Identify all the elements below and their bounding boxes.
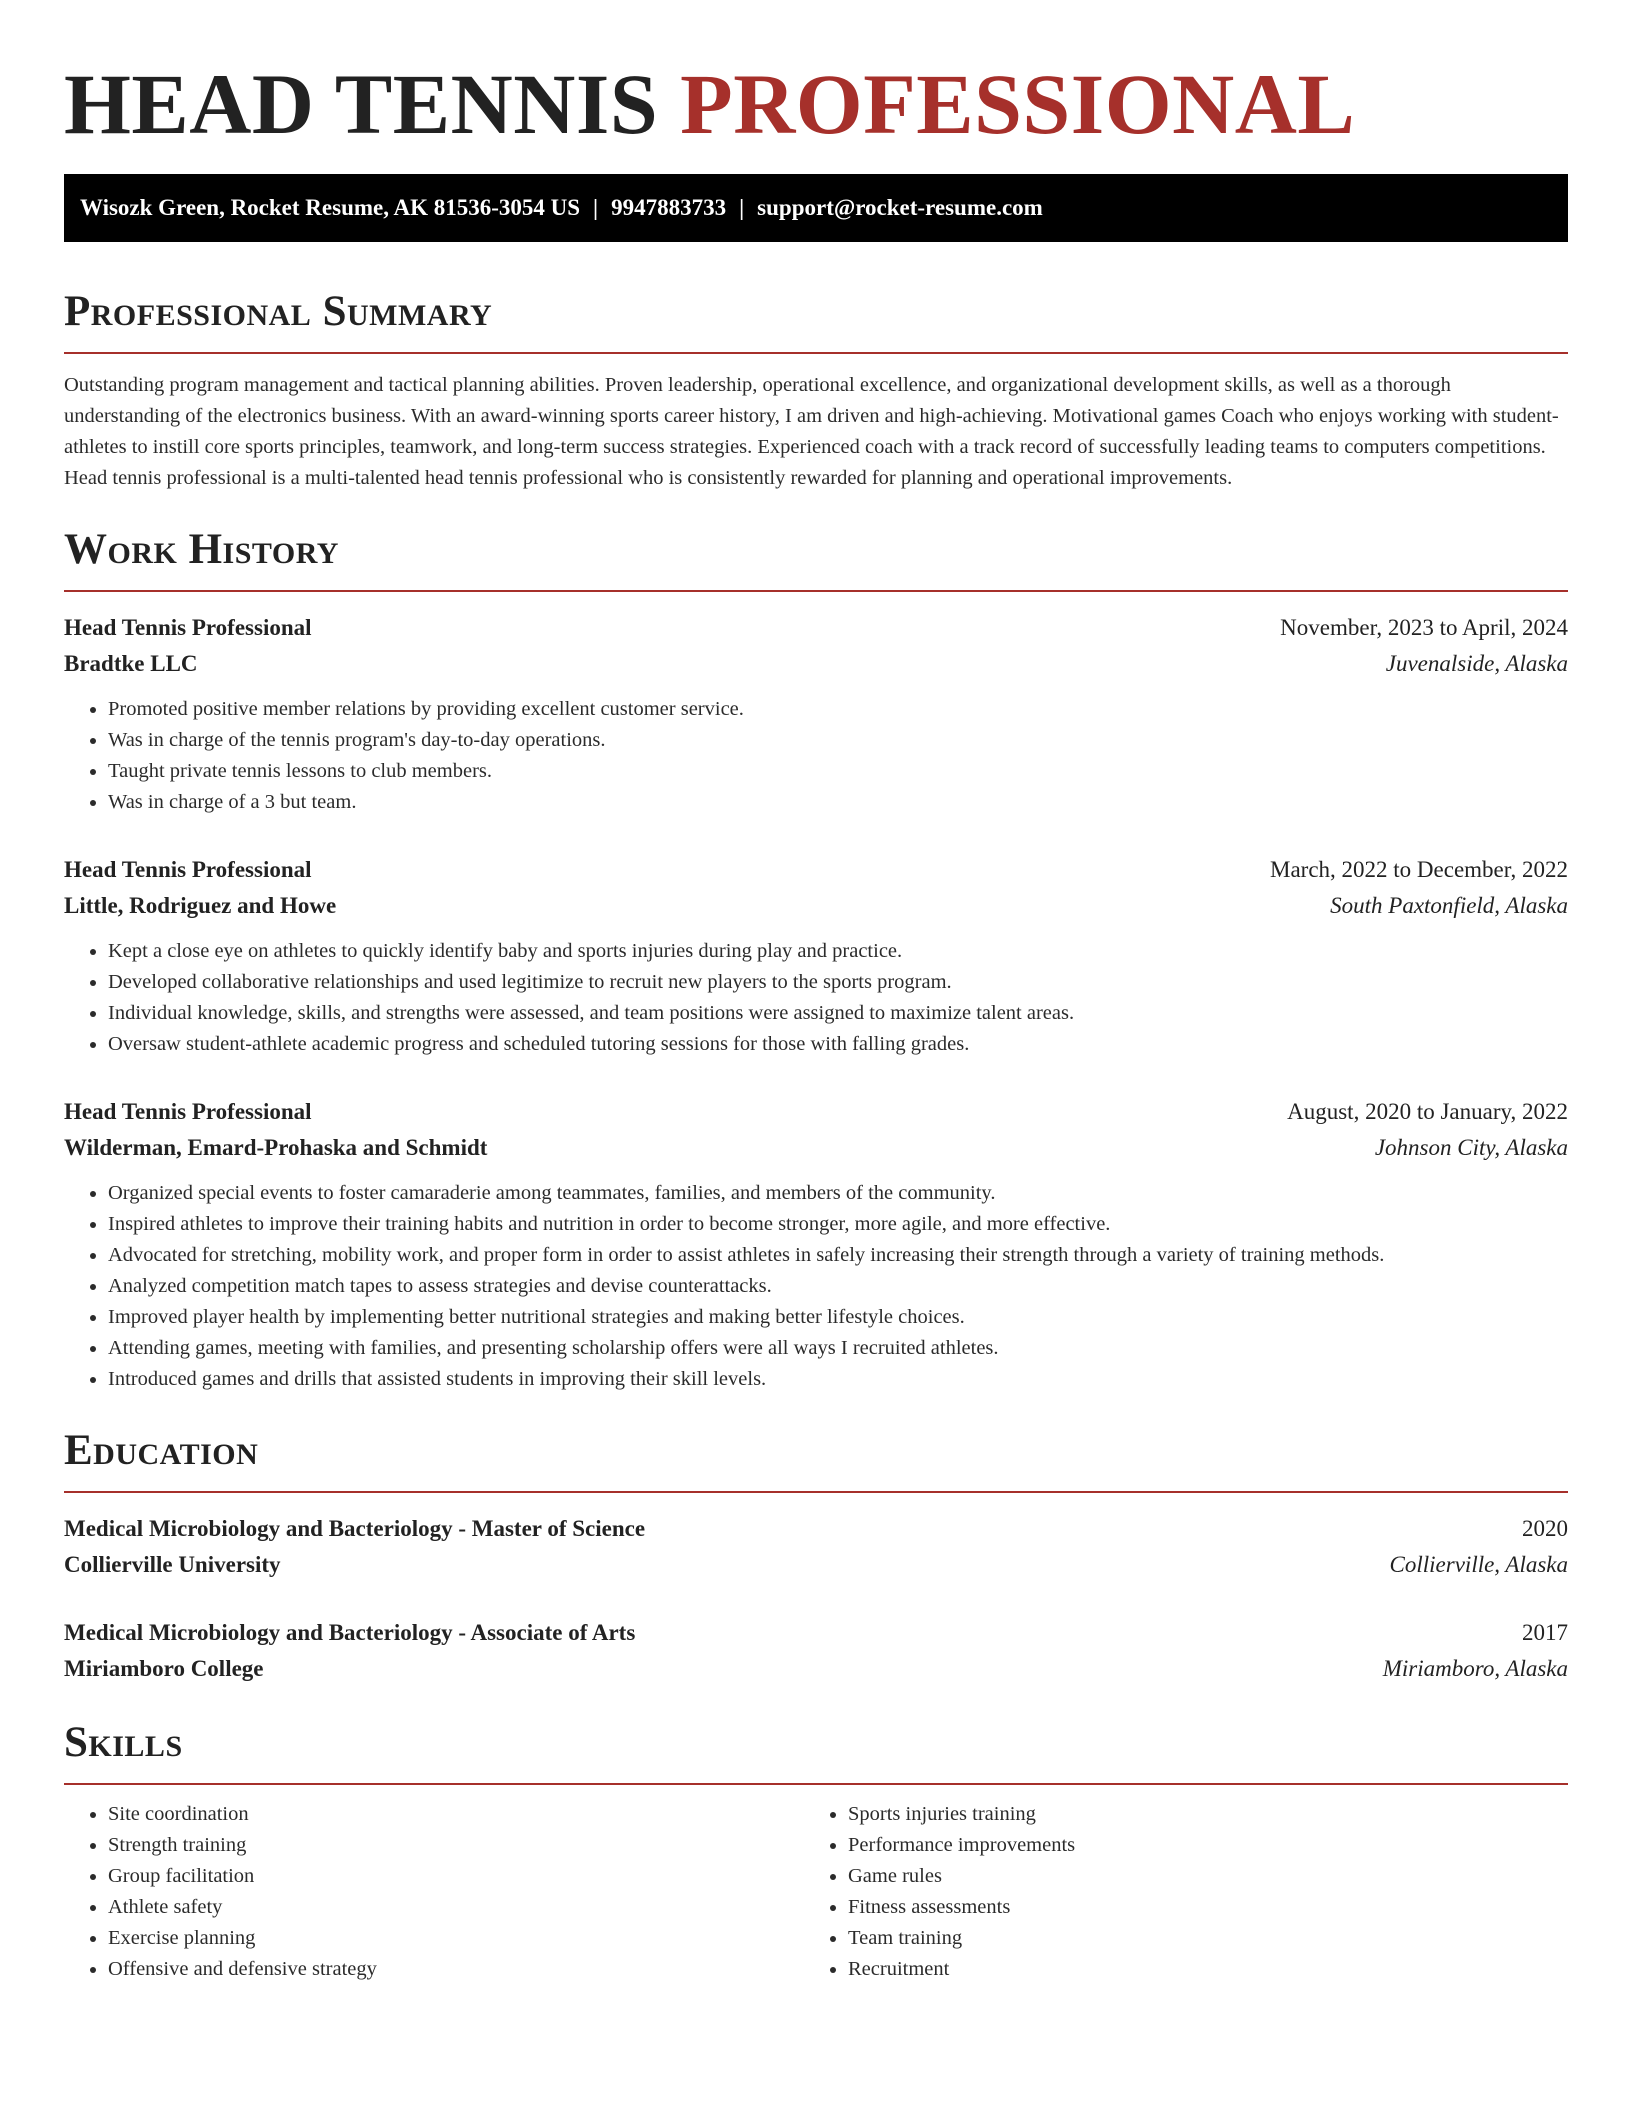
skill-item: • Sports injuries training <box>848 1799 1544 1830</box>
job-bullet: • Attending games, meeting with families, and presenting scholarship offers were all ways I recruited athletes. <box>108 1333 1568 1364</box>
resume-title <box>64 0 1568 150</box>
skill-item: • Group facilitation <box>108 1861 804 1892</box>
job-bullet: • Analyzed competition match tapes to assess strategies and devise counterattacks. <box>108 1271 1568 1302</box>
job-header-row <box>64 852 1568 888</box>
job-bullet: • Advocated for stretching, mobility work, and proper form in order to assist athletes in safely increasing their strength through a variety of training methods. <box>108 1240 1568 1271</box>
skill-item: • Exercise planning <box>108 1923 804 1954</box>
job-company: Bradtke LLC <box>64 651 198 676</box>
skill-item: • Fitness assessments <box>848 1892 1544 1923</box>
contact-phone: 9947883733 <box>611 195 727 220</box>
contact-email: support@rocket-resume.com <box>757 195 1043 220</box>
job-header-row <box>64 1094 1568 1130</box>
education-school-row <box>64 1651 1568 1687</box>
resume-page <box>64 0 1568 1985</box>
job-company: Wilderman, Emard-Prohaska and Schmidt <box>64 1135 488 1160</box>
job-bullets <box>64 936 1568 1060</box>
education-section <box>64 1425 1568 1687</box>
job-location: Juvenalside, Alaska <box>1385 651 1568 676</box>
job-company-row <box>64 888 1568 924</box>
job-title: Head Tennis Professional <box>64 857 312 882</box>
job-bullet: • Was in charge of the tennis program's day-to-day operations. <box>108 725 1568 756</box>
contact-address: Wisozk Green, Rocket Resume, AK 81536-3054 US <box>80 195 581 220</box>
contact-separator: | <box>739 195 745 220</box>
job-company: Little, Rodriguez and Howe <box>64 893 337 918</box>
education-location: Miriamboro, Alaska <box>1382 1656 1568 1681</box>
job-header-row <box>64 610 1568 646</box>
skills-column-right <box>804 1799 1544 1985</box>
job-bullet: • Introduced games and drills that assisted students in improving their skill levels. <box>108 1364 1568 1395</box>
job-bullet: • Improved player health by implementing better nutritional strategies and making better lifestyle choices. <box>108 1302 1568 1333</box>
skills-section <box>64 1717 1568 1985</box>
job-bullet: • Promoted positive member relations by providing excellent customer service. <box>108 694 1568 725</box>
skill-item: • Game rules <box>848 1861 1544 1892</box>
job-bullets <box>64 1178 1568 1395</box>
job-bullet: • Organized special events to foster camaraderie among teammates, families, and members of the community. <box>108 1178 1568 1209</box>
contact-bar <box>64 174 1568 242</box>
summary-heading: Professional Summary <box>64 286 1568 354</box>
job-bullet: • Inspired athletes to improve their training habits and nutrition in order to become stronger, more agile, and more effective. <box>108 1209 1568 1240</box>
summary-text: Outstanding program management and tactical planning abilities. Proven leadership, operational excellence, and organizational development skills, as well as a thorough understanding of the electronics business. With an award-winning sports career history, I am driven and high-achieving. Motivational games Coach who enjoys working with student-athletes to instill core sports principles, teamwork, and long-term success strategies. Experienced coach with a track record of successfully leading teams to computers competitions. Head tennis professional is a multi-talented head tennis professional who is consistently rewarded for planning and operational improvements. <box>64 374 1559 489</box>
education-degree: Medical Microbiology and Bacteriology - Master of Science <box>64 1516 646 1541</box>
job-dates: August, 2020 to January, 2022 <box>1287 1099 1568 1124</box>
education-degree-row <box>64 1615 1568 1651</box>
skill-item: • Strength training <box>108 1830 804 1861</box>
title-primary: HEAD TENNIS <box>64 56 659 152</box>
work-history-section <box>64 524 1568 1395</box>
skill-item: • Recruitment <box>848 1954 1544 1985</box>
job-entry <box>64 852 1568 1060</box>
job-location: Johnson City, Alaska <box>1374 1135 1568 1160</box>
job-bullet: • Was in charge of a 3 but team. <box>108 787 1568 818</box>
education-school-row <box>64 1547 1568 1583</box>
skills-grid <box>64 1799 1568 1985</box>
job-bullet: • Oversaw student-athlete academic progress and scheduled tutoring sessions for those with falling grades. <box>108 1029 1568 1060</box>
skill-item: • Offensive and defensive strategy <box>108 1954 804 1985</box>
skill-item: • Performance improvements <box>848 1830 1544 1861</box>
job-company-row <box>64 646 1568 682</box>
education-school: Miriamboro College <box>64 1656 264 1681</box>
education-year: 2020 <box>1522 1516 1568 1541</box>
job-bullet: • Individual knowledge, skills, and strengths were assessed, and team positions were assigned to maximize talent areas. <box>108 998 1568 1029</box>
education-entry <box>64 1511 1568 1583</box>
education-location: Collierville, Alaska <box>1389 1552 1568 1577</box>
job-entry <box>64 610 1568 818</box>
job-title: Head Tennis Professional <box>64 1099 312 1124</box>
skills-column-left <box>64 1799 804 1985</box>
job-company-row <box>64 1130 1568 1166</box>
skill-item: • Team training <box>848 1923 1544 1954</box>
education-degree: Medical Microbiology and Bacteriology - Associate of Arts <box>64 1620 636 1645</box>
title-accent: PROFESSIONAL <box>680 56 1356 152</box>
skill-item: • Athlete safety <box>108 1892 804 1923</box>
education-degree-row <box>64 1511 1568 1547</box>
education-year: 2017 <box>1522 1620 1568 1645</box>
education-entry <box>64 1615 1568 1687</box>
education-school: Collierville University <box>64 1552 281 1577</box>
skill-item: • Site coordination <box>108 1799 804 1830</box>
job-location: South Paxtonfield, Alaska <box>1330 893 1568 918</box>
job-dates: March, 2022 to December, 2022 <box>1270 857 1568 882</box>
education-heading: Education <box>64 1425 1568 1493</box>
contact-separator: | <box>593 195 599 220</box>
job-bullet: • Taught private tennis lessons to club members. <box>108 756 1568 787</box>
job-title: Head Tennis Professional <box>64 615 312 640</box>
work-history-heading: Work History <box>64 524 1568 592</box>
job-bullets <box>64 694 1568 818</box>
job-dates: November, 2023 to April, 2024 <box>1280 615 1568 640</box>
job-bullet: • Kept a close eye on athletes to quickly identify baby and sports injuries during play and practice. <box>108 936 1568 967</box>
job-bullet: • Developed collaborative relationships and used legitimize to recruit new players to the sports program. <box>108 967 1568 998</box>
job-entry <box>64 1094 1568 1395</box>
skills-heading: Skills <box>64 1717 1568 1785</box>
